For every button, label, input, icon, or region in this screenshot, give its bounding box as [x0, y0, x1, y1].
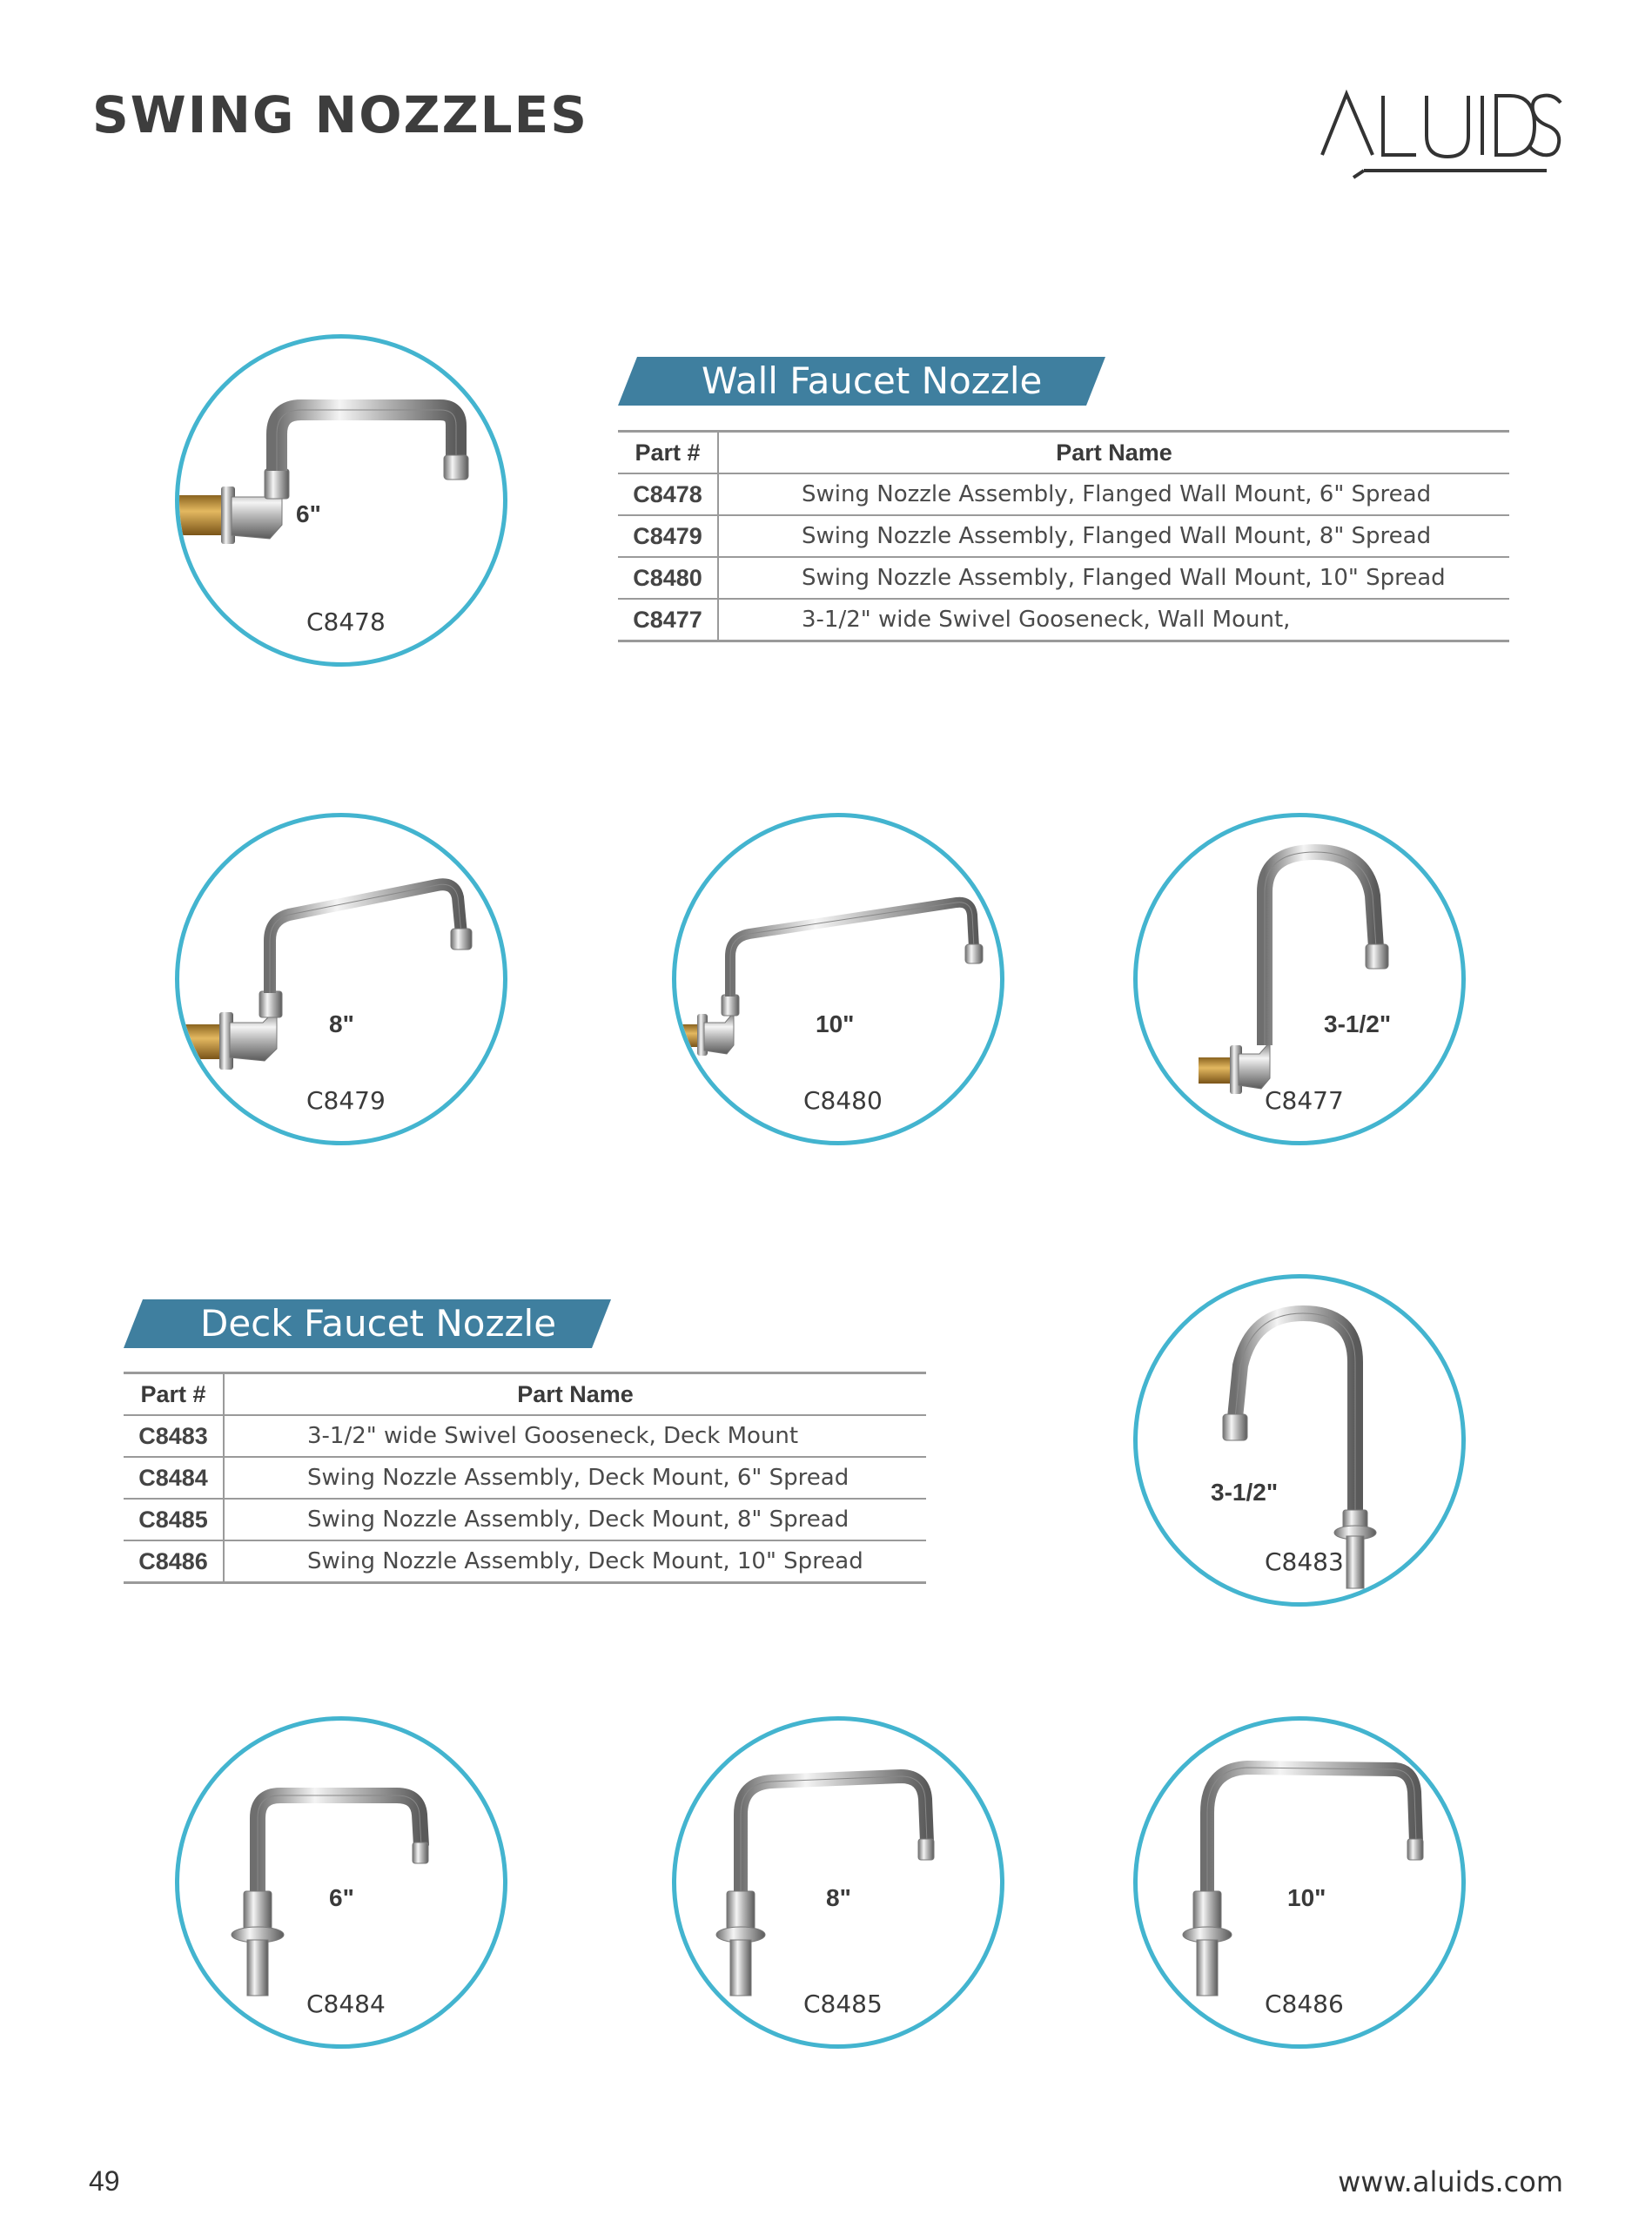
table-row [124, 1499, 926, 1540]
product-size-label: 8" [329, 1010, 354, 1037]
part-number: C8477 [618, 599, 718, 641]
part-name: Swing Nozzle Assembly, Flanged Wall Mount, 6" Spread [718, 473, 1509, 515]
wall-parts-table [618, 430, 1509, 642]
brand-logo [1319, 87, 1562, 183]
part-name: 3-1/2" wide Swivel Gooseneck, Wall Mount, [718, 599, 1509, 641]
part-name: Swing Nozzle Assembly, Flanged Wall Mount, 10" Spread [718, 557, 1509, 599]
part-number: C8486 [124, 1540, 224, 1583]
product-size-label: 8" [826, 1884, 851, 1911]
product-code-label: C8477 [1265, 1086, 1344, 1115]
table-row [124, 1415, 926, 1457]
product-circle-c8483 [1133, 1274, 1466, 1607]
column-header-name: Part Name [718, 432, 1509, 474]
product-code-label: C8478 [306, 607, 386, 636]
product-circle-c8479 [175, 813, 507, 1145]
column-header-part: Part # [618, 432, 718, 474]
product-circle-c8477 [1133, 813, 1466, 1145]
column-header-part: Part # [124, 1373, 224, 1416]
part-name: Swing Nozzle Assembly, Deck Mount, 6" Spread [224, 1457, 926, 1499]
wall-section-banner [618, 357, 1105, 406]
deck-section-banner [124, 1299, 611, 1348]
page-title: SWING NOZZLES [92, 85, 588, 144]
product-circle-c8480 [672, 813, 1004, 1145]
product-code-label: C8484 [306, 1990, 386, 2018]
table-row [618, 599, 1509, 641]
table-row [618, 515, 1509, 557]
product-circle-c8486 [1133, 1716, 1466, 2049]
product-code-label: C8479 [306, 1086, 386, 1115]
deck-section-heading: Deck Faucet Nozzle [200, 1302, 557, 1345]
part-name: Swing Nozzle Assembly, Deck Mount, 10" Spread [224, 1540, 926, 1583]
product-size-label: 6" [296, 500, 321, 527]
table-row [618, 557, 1509, 599]
product-size-label: 3-1/2" [1211, 1479, 1279, 1506]
column-header-name: Part Name [224, 1373, 926, 1416]
table-header-row [618, 432, 1509, 474]
wall-section-heading: Wall Faucet Nozzle [702, 359, 1043, 402]
table-header-row [124, 1373, 926, 1416]
product-circle-c8484 [175, 1716, 507, 2049]
part-name: Swing Nozzle Assembly, Flanged Wall Mount, 8" Spread [718, 515, 1509, 557]
product-code-label: C8480 [803, 1086, 883, 1115]
part-name: Swing Nozzle Assembly, Deck Mount, 8" Spread [224, 1499, 926, 1540]
aluids-logo-icon [1319, 87, 1562, 183]
product-size-label: 10" [1287, 1884, 1326, 1911]
website-link[interactable]: www.aluids.com [1338, 2165, 1563, 2198]
product-code-label: C8486 [1265, 1990, 1344, 2018]
part-number: C8480 [618, 557, 718, 599]
product-size-label: 3-1/2" [1324, 1010, 1392, 1037]
product-code-label: C8485 [803, 1990, 883, 2018]
table-row [618, 473, 1509, 515]
product-circle-c8485 [672, 1716, 1004, 2049]
deck-parts-table [124, 1372, 926, 1584]
product-code-label: C8483 [1265, 1547, 1344, 1576]
part-number: C8479 [618, 515, 718, 557]
product-circle-c8478 [175, 334, 507, 667]
table-row [124, 1540, 926, 1583]
product-size-label: 6" [329, 1884, 354, 1911]
page-number: 49 [89, 2165, 120, 2197]
part-number: C8485 [124, 1499, 224, 1540]
part-number: C8478 [618, 473, 718, 515]
part-number: C8484 [124, 1457, 224, 1499]
product-size-label: 10" [816, 1010, 855, 1037]
part-number: C8483 [124, 1415, 224, 1457]
part-name: 3-1/2" wide Swivel Gooseneck, Deck Mount [224, 1415, 926, 1457]
table-row [124, 1457, 926, 1499]
